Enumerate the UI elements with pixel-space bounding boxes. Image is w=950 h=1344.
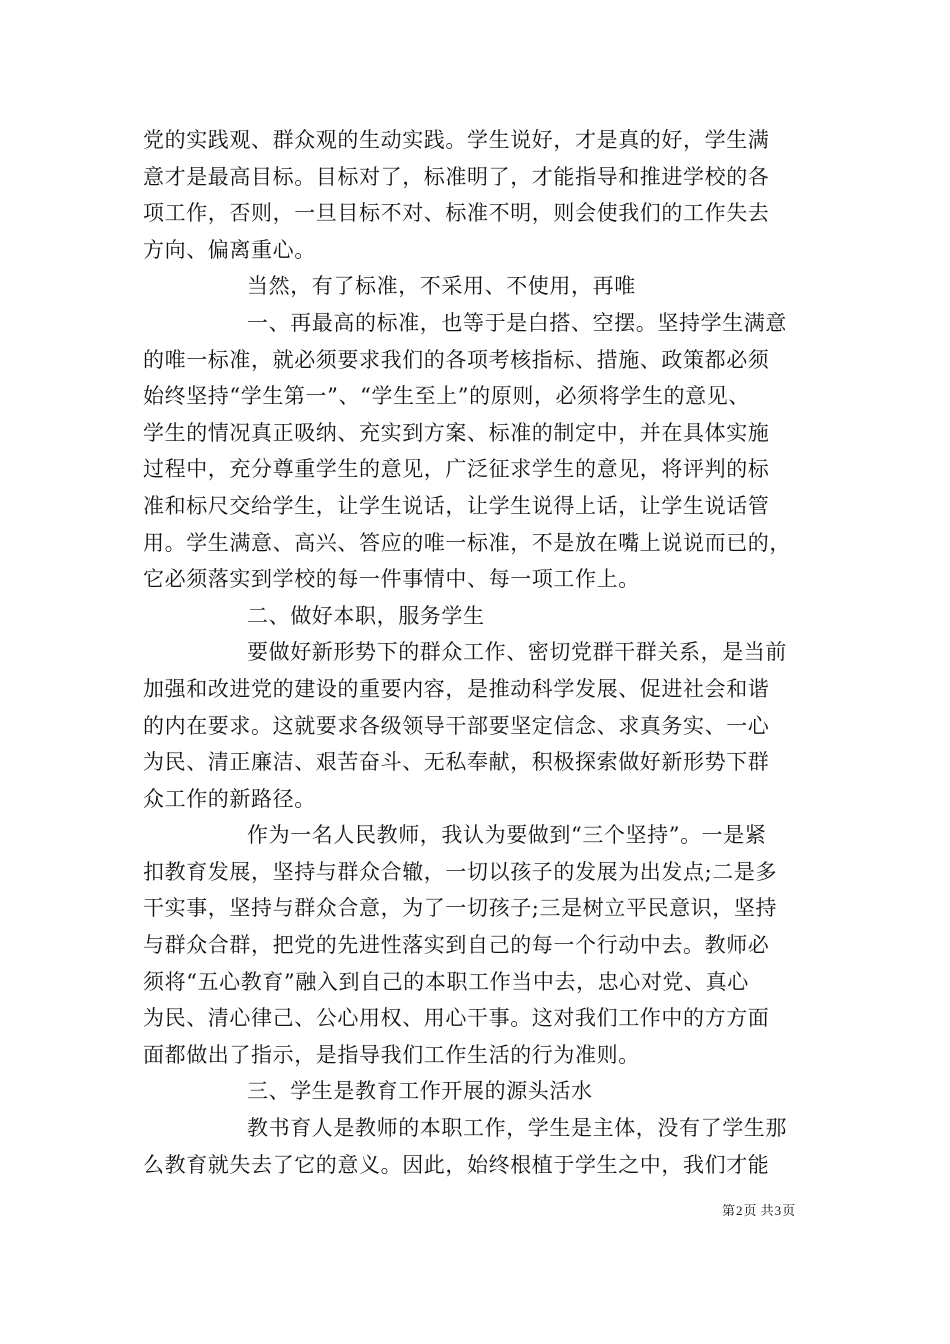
- text-line: 的唯一标准，就必须要求我们的各项考核指标、措施、政策都必须: [143, 347, 770, 372]
- text-line: 为民、清心律己、公心用权、用心干事。这对我们工作中的方方面: [143, 1006, 770, 1031]
- text-line: 为民、清正廉洁、艰苦奋斗、无私奉献，积极探索做好新形势下群: [143, 750, 770, 775]
- text-line: 项工作，否则，一旦目标不对、标准不明，则会使我们的工作失去: [143, 201, 770, 226]
- text-line: 的内在要求。这就要求各级领导干部要坚定信念、求真务实、一心: [143, 713, 770, 738]
- text-line: 当然，有了标准，不采用、不使用，再唯: [247, 274, 636, 299]
- text-line: 它必须落实到学校的每一件事情中、每一项工作上。: [143, 567, 640, 592]
- text-line: 二、做好本职，服务学生: [247, 603, 485, 628]
- footer-prefix: 第: [722, 1204, 736, 1219]
- text-line: 加强和改进党的建设的重要内容，是推动科学发展、促进社会和谐: [143, 676, 770, 701]
- text-line: 教书育人是教师的本职工作，学生是主体，没有了学生那: [247, 1116, 787, 1141]
- text-line: 意才是最高目标。目标对了，标准明了，才能指导和推进学校的各: [143, 164, 770, 189]
- text-line: 一、再最高的标准，也等于是白搭、空摆。坚持学生满意: [247, 310, 787, 335]
- text-line: 准和标尺交给学生，让学生说话，让学生说得上话，让学生说话管: [143, 493, 770, 518]
- text-line: 面都做出了指示，是指导我们工作生活的行为准则。: [143, 1042, 640, 1067]
- text-line: 扣教育发展，坚持与群众合辙，一切以孩子的发展为出发点;二是多: [143, 859, 778, 884]
- text-line: 干实事，坚持与群众合意，为了一切孩子;三是树立平民意识，坚持: [143, 896, 778, 921]
- text-line: 么教育就失去了它的意义。因此，始终根植于学生之中，我们才能: [143, 1152, 770, 1177]
- text-line: 党的实践观、群众观的生动实践。学生说好，才是真的好，学生满: [143, 128, 770, 152]
- text-line: 始终坚持“学生第一”、“学生至上”的原则，必须将学生的意见、: [143, 384, 750, 409]
- text-line: 众工作的新路径。: [143, 786, 316, 811]
- footer-middle: 页 共: [743, 1204, 774, 1219]
- text-line: 须将“五心教育”融入到自己的本职工作当中去，忠心对党、真心: [143, 969, 749, 994]
- text-line: 与群众合群，把党的先进性落实到自己的每一个行动中去。教师必: [143, 933, 770, 958]
- text-line: 作为一名人民教师，我认为要做到“三个坚持”。一是紧: [247, 823, 767, 848]
- current-page-number: 2: [736, 1203, 743, 1218]
- text-line: 方向、偏离重心。: [143, 237, 316, 262]
- text-line: 学生的情况真正吸纳、充实到方案、标准的制定中，并在具体实施: [143, 420, 770, 445]
- footer-suffix: 页: [782, 1204, 796, 1219]
- text-line: 三、学生是教育工作开展的源头活水: [247, 1079, 593, 1104]
- page-footer: [722, 1202, 795, 1221]
- text-line: 要做好新形势下的群众工作、密切党群干群关系，是当前: [247, 640, 787, 665]
- text-line: 用。学生满意、高兴、答应的唯一标准，不是放在嘴上说说而已的，: [143, 530, 791, 555]
- total-page-count: 3: [774, 1203, 782, 1218]
- text-line: 过程中，充分尊重学生的意见，广泛征求学生的意见，将评判的标: [143, 457, 770, 482]
- body-text: [143, 122, 823, 1183]
